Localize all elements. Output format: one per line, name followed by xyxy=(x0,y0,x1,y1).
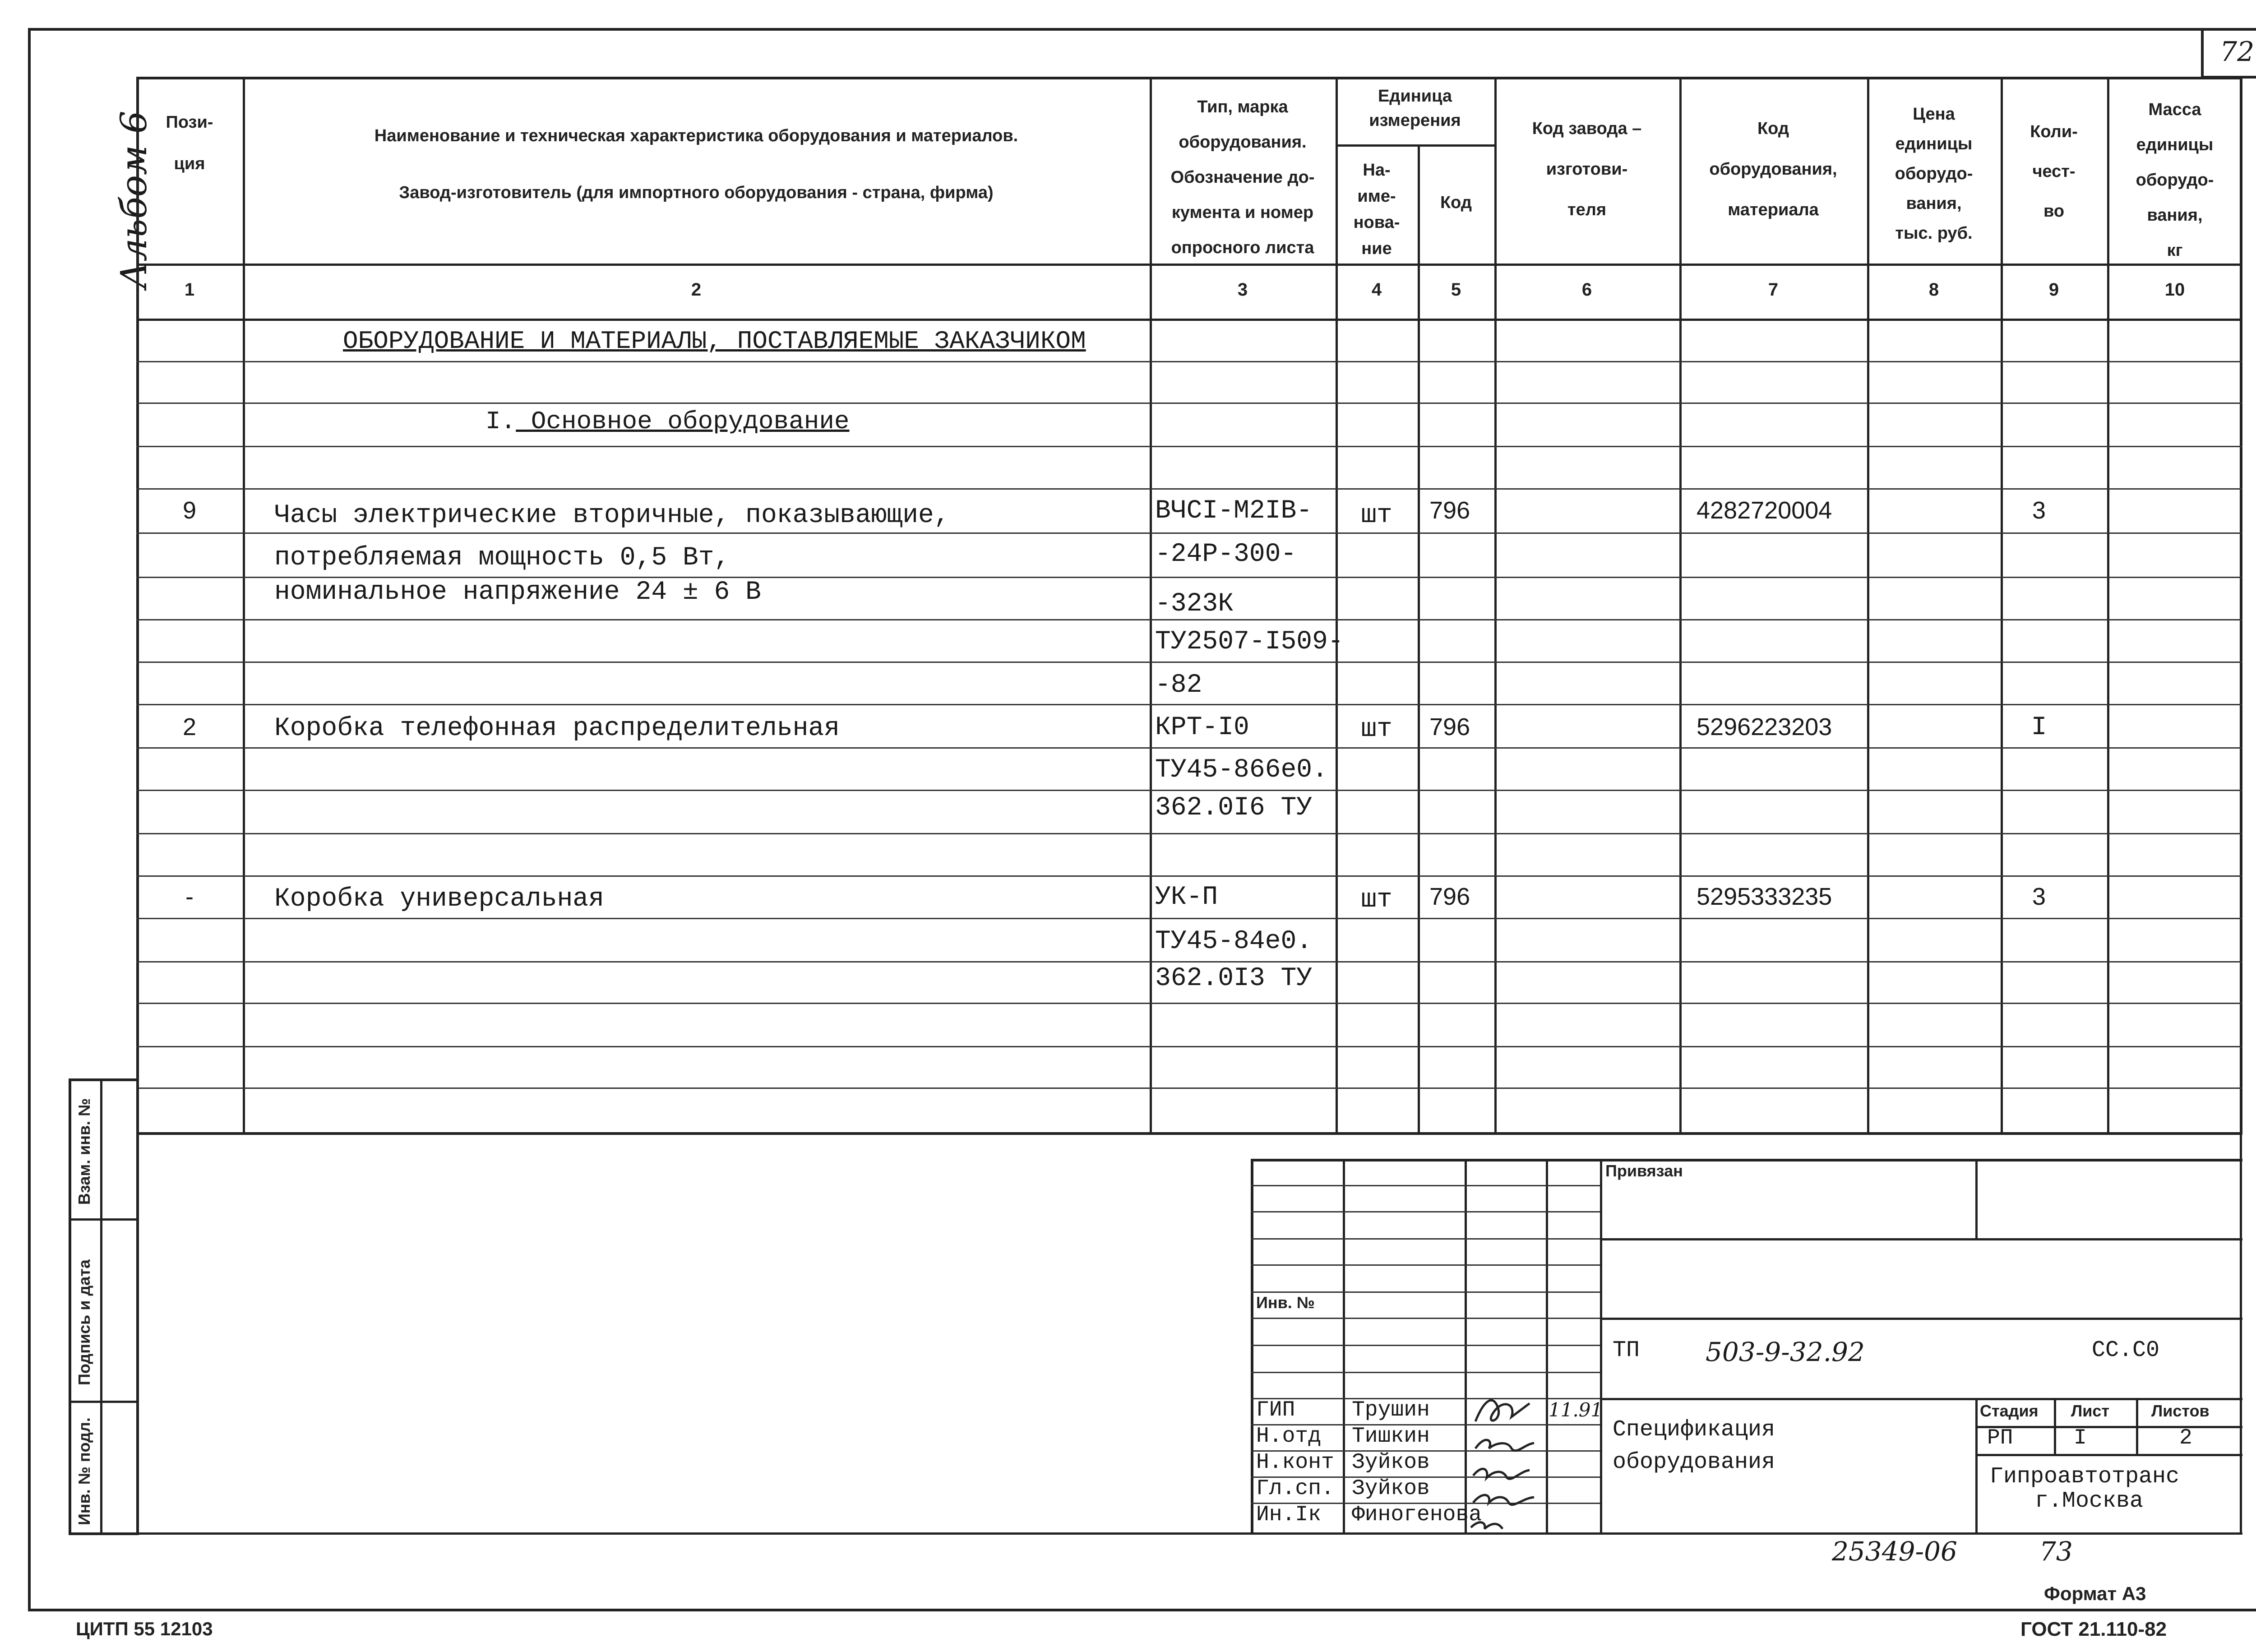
col-line-8 xyxy=(2001,77,2003,1135)
tb-sheet-label: Лист xyxy=(2071,1402,2110,1420)
row-separator xyxy=(136,619,2242,620)
row-separator xyxy=(136,488,2242,490)
row1-name-1: Часы электрические вторичные, показывающие, xyxy=(274,501,950,530)
side-stamp-replace: Взам. инв. № xyxy=(75,1098,93,1205)
side-stamp-signature: Подпись и дата xyxy=(75,1259,93,1385)
tb-doc-suffix: СС.С0 xyxy=(2092,1337,2160,1363)
row3-pos: - xyxy=(185,883,194,910)
cipher-left: ЦИТП 55 12103 xyxy=(76,1618,213,1639)
colnum-2: 2 xyxy=(691,280,702,300)
tb-role-5: Ин.Iк xyxy=(1256,1503,1322,1527)
side-stamp-inv: Инв. № подл. xyxy=(75,1417,93,1525)
gost-label: ГОСТ 21.110-82 xyxy=(2020,1618,2167,1640)
header-unit: Единица измерения xyxy=(1369,87,1461,130)
tb-hline-privyazan xyxy=(1600,1238,2242,1240)
row3-type-3: 362.0I3 ТУ xyxy=(1155,964,1313,993)
row2-code: 796 xyxy=(1429,713,1470,740)
colnum-10: 10 xyxy=(2164,280,2185,300)
tb-privyazan-label: Привязан xyxy=(1605,1161,1683,1180)
row-separator xyxy=(136,961,2242,963)
row3-type-1: УК-П xyxy=(1155,883,1218,912)
row-separator xyxy=(136,403,2242,404)
row2-type-3: 362.0I6 ТУ xyxy=(1155,793,1313,823)
row3-type-2: ТУ45-84е0. xyxy=(1155,927,1313,956)
row-separator xyxy=(136,833,2242,834)
header-unit-code: Код xyxy=(1440,193,1472,212)
title-block-row-line xyxy=(1251,1318,1600,1319)
tb-name-4: Зуйков xyxy=(1352,1476,1430,1501)
row1-pos: 9 xyxy=(182,497,197,524)
colnum-bottom-line xyxy=(136,319,2242,321)
title-block-row-line xyxy=(1251,1264,1600,1266)
tb-stage-value: РП xyxy=(1987,1426,2013,1450)
tb-doc-prefix: ТП xyxy=(1613,1337,1640,1363)
bottom-number-1: 25349-06 xyxy=(1832,1536,1957,1567)
header-mass: Масса единицы оборудо- вания, кг xyxy=(2136,100,2214,260)
col-line-1 xyxy=(243,77,245,1135)
tb-role-2: Н.отд xyxy=(1256,1424,1322,1448)
row3-unit: шт xyxy=(1361,885,1392,915)
row1-unit: шт xyxy=(1361,501,1392,530)
row2-name-1: Коробка телефонная распределительная xyxy=(274,714,840,743)
row2-equip-code: 5296223203 xyxy=(1697,713,1832,740)
tb-org-1: Гипроавтотранс xyxy=(1990,1464,2180,1490)
col-line-5 xyxy=(1494,77,1497,1135)
row2-qty: I xyxy=(2031,713,2047,742)
tb-inv-label: Инв. № xyxy=(1256,1293,1315,1312)
tb-hline-stage xyxy=(1975,1426,2242,1428)
subsection-prefix: I. xyxy=(485,407,516,436)
header-maker-code: Код завода – изготови- теля xyxy=(1532,119,1642,219)
side-stamp-divider xyxy=(100,1078,102,1535)
subsection-name: Основное оборудование xyxy=(516,407,850,436)
header-position: Пози- ция xyxy=(166,113,213,173)
row1-qty: 3 xyxy=(2032,497,2046,524)
section-title: ОБОРУДОВАНИЕ И МАТЕРИАЛЫ, ПОСТАВЛЯЕМЫЕ ЗАКАЗЧИКОМ xyxy=(343,327,1086,356)
tb-sheet-value: I xyxy=(2074,1426,2087,1450)
left-inner-line xyxy=(136,1135,139,1534)
row1-equip-code: 4282720004 xyxy=(1697,497,1832,524)
row3-qty: 3 xyxy=(2032,883,2046,910)
tb-hline-code-bottom xyxy=(1600,1398,2242,1400)
row-separator xyxy=(136,704,2242,705)
row1-name-2: потребляемая мощность 0,5 Вт, xyxy=(274,543,730,573)
row1-type-2: -24Р-300- xyxy=(1155,540,1297,569)
tb-vline-f xyxy=(1975,1398,1978,1533)
tb-name-1: Трушин xyxy=(1352,1398,1430,1422)
tb-doc-title-1: Спецификация xyxy=(1613,1417,1775,1443)
header-type: Тип, марка оборудования. Обозначение до- кумента и номер опросного листа xyxy=(1170,97,1315,257)
row1-code: 796 xyxy=(1429,497,1470,524)
sheet-number-top: 72 xyxy=(2220,36,2255,68)
title-block-row-line xyxy=(1251,1238,1600,1240)
row3-equip-code: 5295333235 xyxy=(1697,883,1832,910)
tb-sheets-value: 2 xyxy=(2179,1426,2192,1450)
row-separator xyxy=(136,532,2242,534)
tb-doc-title-2: оборудования xyxy=(1613,1449,1775,1475)
row-separator xyxy=(136,1003,2242,1004)
row1-name-3: номинальное напряжение 24 ± 6 В xyxy=(274,578,761,607)
header-name: Наименование и техническая характеристика оборудования и материалов. Завод-изготовитель (для импортного оборудования - страна, фирма) xyxy=(374,126,1018,202)
row-separator xyxy=(136,918,2242,919)
row-separator xyxy=(136,446,2242,447)
tb-stage-label: Стадия xyxy=(1980,1402,2039,1420)
row2-unit: шт xyxy=(1361,715,1392,744)
row3-name-1: Коробка универсальная xyxy=(274,884,604,914)
tb-name-2: Тишкин xyxy=(1352,1424,1430,1448)
row3-code: 796 xyxy=(1429,883,1470,910)
colnum-7: 7 xyxy=(1768,280,1779,300)
unit-split-line xyxy=(1336,144,1494,147)
row-separator xyxy=(136,662,2242,663)
header-price: Цена единицы оборудо- вания, тыс. руб. xyxy=(1895,105,1973,243)
tb-name-3: Зуйков xyxy=(1352,1450,1430,1475)
tb-name-5: Финогенова xyxy=(1352,1503,1482,1527)
tb-role-4: Гл.сп. xyxy=(1256,1476,1334,1501)
colnum-5: 5 xyxy=(1451,280,1461,300)
row2-type-2: ТУ45-866е0. xyxy=(1155,755,1328,785)
tb-role-1: ГИП xyxy=(1256,1398,1295,1422)
row1-type-5: -82 xyxy=(1155,671,1202,700)
colnum-9: 9 xyxy=(2048,280,2059,300)
colnum-4: 4 xyxy=(1371,280,1382,300)
colnum-8: 8 xyxy=(1928,280,1939,300)
row2-pos: 2 xyxy=(182,713,197,740)
row-separator xyxy=(136,1046,2242,1047)
header-equip-code: Код оборудования, материала xyxy=(1709,119,1837,219)
bottom-number-2: 73 xyxy=(2039,1536,2073,1567)
title-block-row-line xyxy=(1251,1345,1600,1346)
tb-sheets-label: Листов xyxy=(2151,1402,2210,1420)
header-unit-name: На- име- нова- ние xyxy=(1353,161,1400,258)
tb-hline-org xyxy=(1975,1454,2242,1456)
tb-hline-code-top xyxy=(1600,1318,2242,1320)
side-stamp-line-1 xyxy=(69,1218,139,1221)
row-separator xyxy=(136,747,2242,749)
format-label: Формат А3 xyxy=(2044,1583,2146,1604)
album-label: Альбом 6 xyxy=(113,111,155,289)
header-quantity: Коли- чест- во xyxy=(2030,122,2078,221)
side-stamp-line-2 xyxy=(69,1401,139,1403)
tb-org-2: г.Москва xyxy=(2035,1488,2144,1514)
tb-role-3: Н.конт xyxy=(1256,1450,1334,1475)
row-separator xyxy=(136,875,2242,877)
row-separator xyxy=(136,790,2242,791)
row1-type-4: ТУ2507-I509- xyxy=(1155,627,1344,657)
col-line-6 xyxy=(1679,77,1682,1135)
tb-date: 11.91 xyxy=(1549,1399,1603,1421)
subsection-title xyxy=(485,407,850,436)
title-block-row-line xyxy=(1251,1211,1600,1212)
tb-vline-e xyxy=(1975,1159,1978,1240)
colnum-3: 3 xyxy=(1237,280,1248,300)
row2-type-1: КРТ-I0 xyxy=(1155,713,1249,742)
title-block-row-line xyxy=(1251,1291,1600,1293)
row1-type-3: -323К xyxy=(1155,589,1234,619)
title-block-row-line xyxy=(1251,1372,1600,1373)
row1-type-1: ВЧСI-М2IВ- xyxy=(1155,496,1313,526)
colnum-6: 6 xyxy=(1581,280,1592,300)
title-block-row-line xyxy=(1251,1185,1600,1186)
row-separator xyxy=(136,1087,2242,1089)
colnum-1: 1 xyxy=(184,280,195,300)
tb-doc-code: 503-9-32.92 xyxy=(1706,1337,1865,1367)
row-separator xyxy=(136,361,2242,362)
